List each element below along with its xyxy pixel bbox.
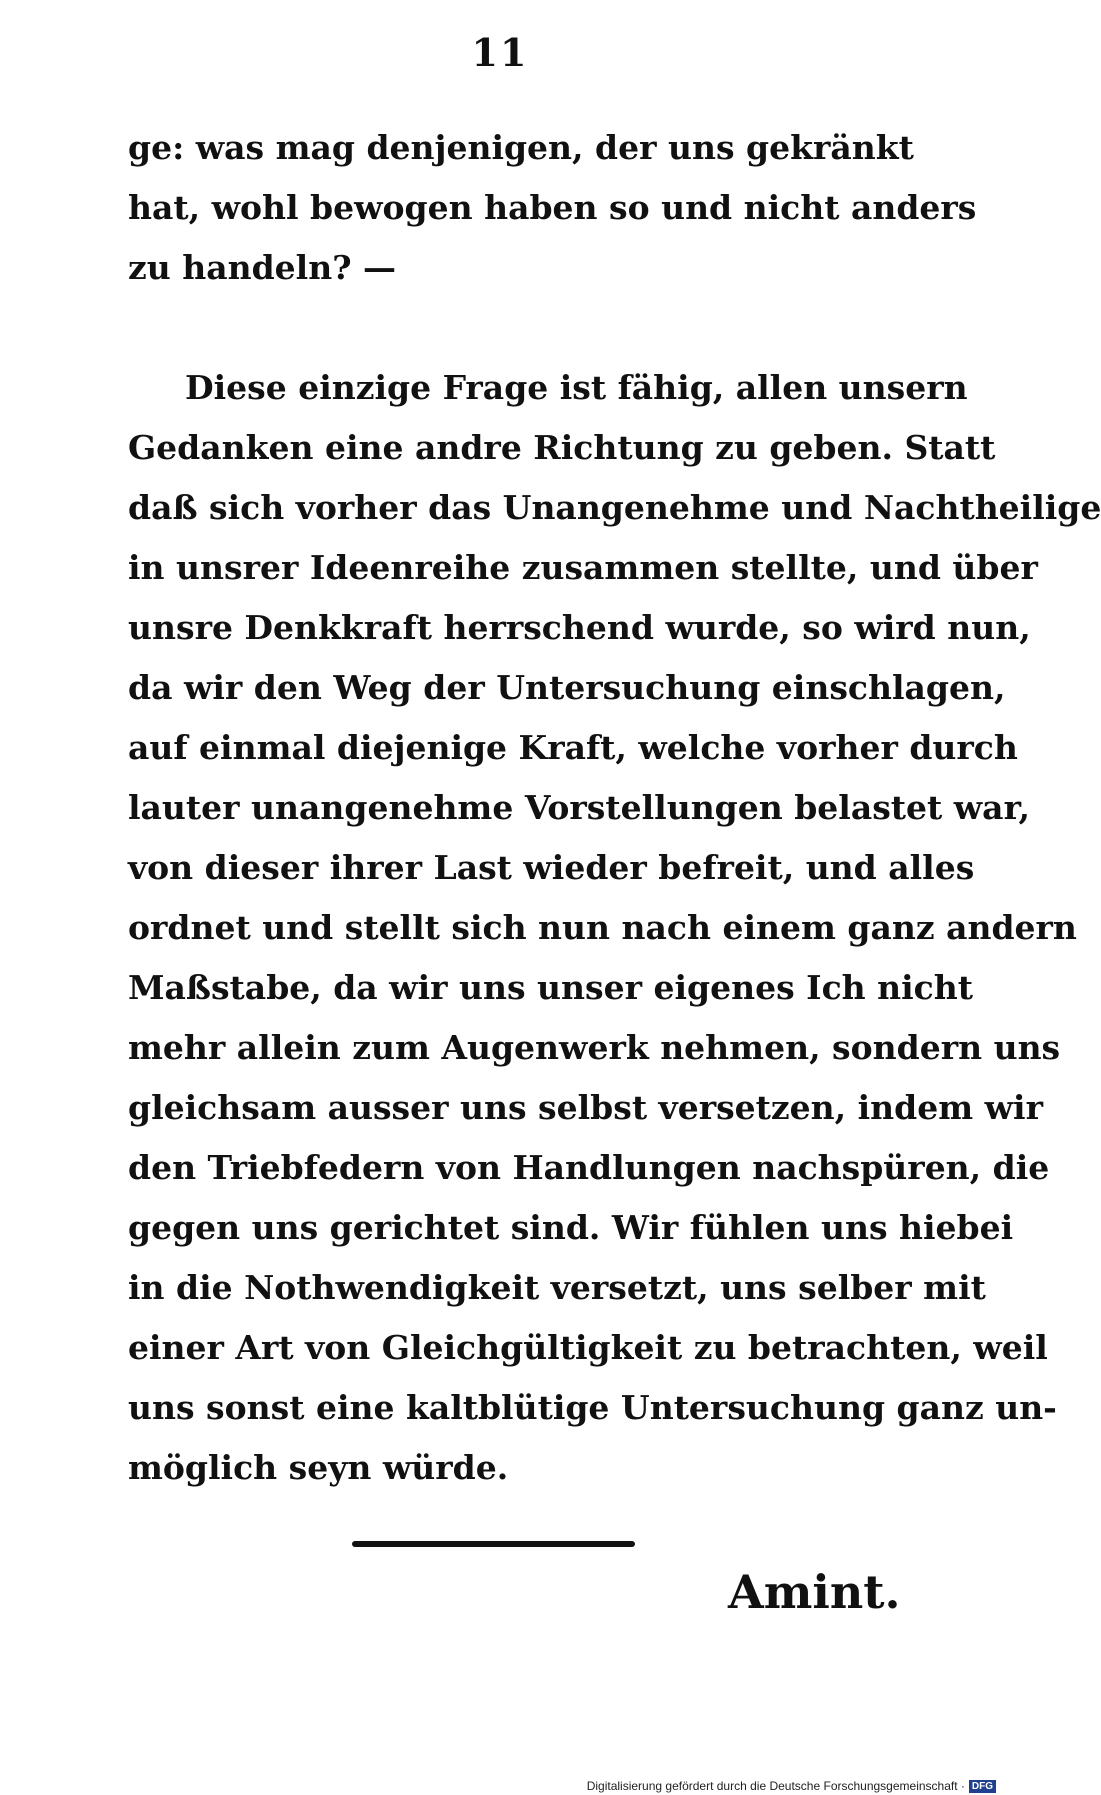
text-line: da wir den Weg der Untersuchung einschlagen,: [128, 668, 1006, 707]
text-line: auf einmal diejenige Kraft, welche vorher durch: [128, 728, 1018, 767]
text-line: Maßstabe, da wir uns unser eigenes Ich nicht: [128, 968, 974, 1007]
text-line: möglich seyn würde.: [128, 1448, 509, 1487]
text-line: gleichsam ausser uns selbst versetzen, indem wir: [128, 1088, 1043, 1127]
text-line: von dieser ihrer Last wieder befreit, und alles: [128, 848, 975, 887]
text-line: ordnet und stellt sich nun nach einem ganz andern: [128, 908, 1077, 947]
text-line: daß sich vorher das Unangenehme und Nachtheilige: [128, 488, 1101, 527]
digitization-footer: [587, 1779, 996, 1793]
text-line: Gedanken eine andre Richtung zu geben. Statt: [128, 428, 996, 467]
page-number: 11: [471, 30, 529, 75]
text-line: Diese einzige Frage ist fähig, allen unsern: [185, 368, 968, 407]
text-line: einer Art von Gleichgültigkeit zu betrachten, weil: [128, 1328, 1048, 1367]
text-line: in unsrer Ideenreihe zusammen stellte, und über: [128, 548, 1038, 587]
footer-text: Digitalisierung gefördert durch die Deutsche Forschungsgemeinschaft ·: [586, 1779, 965, 1793]
text-line: mehr allein zum Augenwerk nehmen, sondern uns: [128, 1028, 1061, 1067]
text-line: uns sonst eine kaltblütige Untersuchung ganz un-: [128, 1388, 1057, 1427]
text-line: ge: was mag denjenigen, der uns gekränkt: [128, 128, 914, 167]
text-line: in die Nothwendigkeit versetzt, uns selber mit: [128, 1268, 986, 1307]
author-signature: Amint.: [728, 1565, 901, 1619]
dfg-logo: DFG: [969, 1780, 996, 1793]
text-line: hat, wohl bewogen haben so und nicht anders: [128, 188, 977, 227]
text-line: zu handeln? —: [128, 248, 397, 287]
text-line: den Triebfedern von Handlungen nachspüren, die: [128, 1148, 1050, 1187]
text-line: lauter unangenehme Vorstellungen belastet war,: [128, 788, 1031, 827]
section-divider: [352, 1541, 635, 1547]
text-line: unsre Denkkraft herrschend wurde, so wird nun,: [128, 608, 1031, 647]
text-line: gegen uns gerichtet sind. Wir fühlen uns hiebei: [128, 1208, 1014, 1247]
